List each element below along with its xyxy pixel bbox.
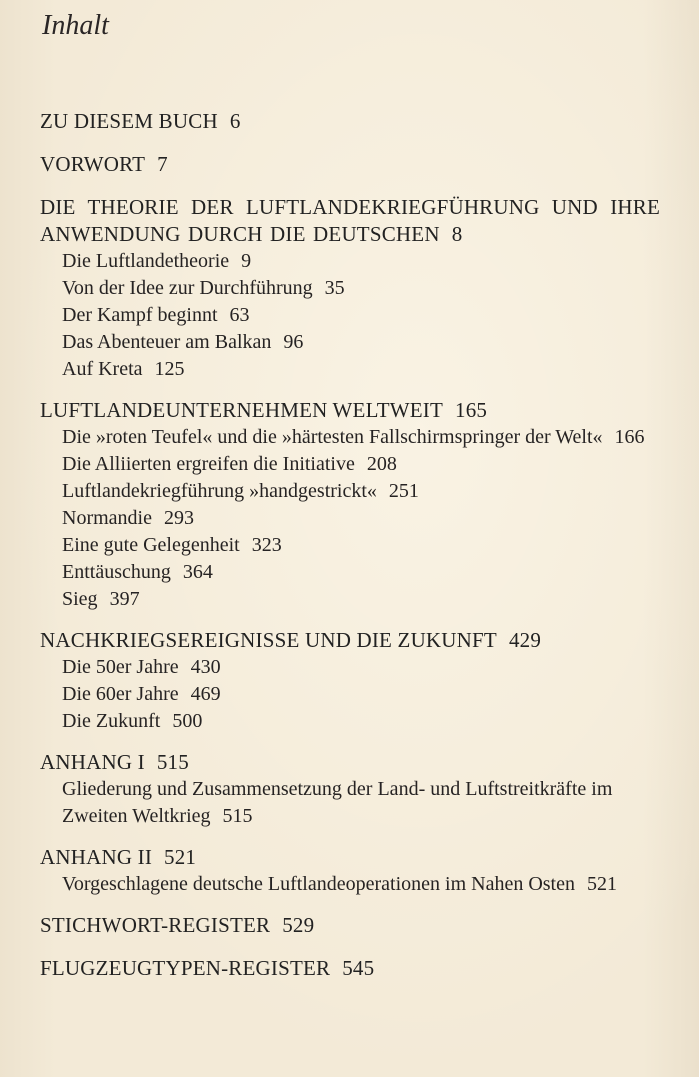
- entry-page-number: 500: [172, 710, 203, 732]
- entry-title: Die Zukunft: [62, 710, 161, 732]
- entry-page-number: 63: [229, 304, 250, 326]
- toc-section: [40, 749, 660, 830]
- toc-entry: [62, 708, 660, 735]
- toc-entry: [62, 586, 660, 613]
- section-heading: [40, 627, 660, 654]
- entry-title: Normandie: [62, 507, 152, 529]
- entry-title: Luftlandekriegführung »handgestrickt«: [62, 480, 377, 502]
- entry-page-number: 125: [154, 358, 185, 380]
- toc-entry: [62, 505, 660, 532]
- toc-entry: [62, 248, 660, 275]
- section-items: [40, 871, 660, 898]
- section-items: [40, 248, 660, 383]
- section-title: NACHKRIEGSEREIGNISSE UND DIE ZUKUNFT: [40, 628, 497, 652]
- entry-page-number: 293: [163, 507, 194, 529]
- toc-section: [40, 844, 660, 898]
- entry-page-number: 251: [388, 480, 419, 502]
- section-heading: [40, 397, 660, 424]
- section-page-number: 545: [342, 956, 375, 980]
- entry-title: Die 60er Jahre: [62, 683, 179, 705]
- toc-section: [40, 108, 660, 135]
- entry-title: Die Alliierten ergreifen die Initiative: [62, 453, 355, 475]
- section-heading: [40, 194, 660, 248]
- entry-title: Das Abenteuer am Balkan: [62, 331, 272, 353]
- section-page-number: 6: [229, 109, 241, 133]
- section-heading: [40, 912, 660, 939]
- section-heading: [40, 108, 660, 135]
- section-title: STICHWORT-REGISTER: [40, 913, 271, 937]
- toc-entry: [62, 329, 660, 356]
- toc-entry: [62, 871, 660, 898]
- toc-section: [40, 912, 660, 939]
- toc-entry: [62, 559, 660, 586]
- section-heading: [40, 749, 660, 776]
- toc-section: [40, 955, 660, 982]
- section-title: ZU DIESEM BUCH: [40, 109, 218, 133]
- section-title: LUFTLANDEUNTERNEHMEN WELTWEIT: [40, 398, 443, 422]
- toc-entry: [62, 681, 660, 708]
- entry-page-number: 397: [109, 588, 140, 610]
- section-page-number: 529: [282, 913, 315, 937]
- entry-page-number: 96: [283, 331, 304, 353]
- entry-page-number: 166: [614, 426, 645, 448]
- section-title: ANHANG II: [40, 845, 153, 869]
- entry-page-number: 469: [190, 683, 221, 705]
- toc-entry: [62, 302, 660, 329]
- section-items: [40, 776, 660, 830]
- section-heading: [40, 844, 660, 871]
- section-page-number: 165: [455, 398, 488, 422]
- entry-title: Gliederung und Zusammensetzung der Land- und Luftstreitkräfte im Zweiten Weltkrieg: [62, 778, 613, 827]
- entry-page-number: 9: [241, 250, 252, 272]
- entry-title: Auf Kreta: [62, 358, 143, 380]
- entry-page-number: 364: [182, 561, 213, 583]
- section-heading: [40, 151, 660, 178]
- section-title: ANHANG I: [40, 750, 145, 774]
- entry-title: Der Kampf beginnt: [62, 304, 218, 326]
- entry-title: Enttäuschung: [62, 561, 171, 583]
- entry-title: Von der Idee zur Durchführung: [62, 277, 313, 299]
- entry-title: Die 50er Jahre: [62, 656, 179, 678]
- entry-title: Die Luftlandetheorie: [62, 250, 230, 272]
- toc-entry: [62, 776, 622, 830]
- section-heading: [40, 955, 660, 982]
- section-items: [40, 654, 660, 735]
- entry-page-number: 515: [222, 805, 253, 827]
- entry-page-number: 208: [366, 453, 397, 475]
- toc-entry: [62, 532, 660, 559]
- entry-page-number: 430: [190, 656, 221, 678]
- entry-page-number: 521: [586, 873, 617, 895]
- toc-section: [40, 627, 660, 735]
- section-page-number: 521: [164, 845, 197, 869]
- toc-section: [40, 194, 660, 383]
- toc-entry: [62, 654, 660, 681]
- table-of-contents: [40, 108, 660, 996]
- toc-entry: [62, 275, 660, 302]
- section-page-number: 8: [451, 222, 463, 246]
- entry-page-number: 35: [324, 277, 345, 299]
- page-title: Inhalt: [42, 10, 109, 41]
- section-page-number: 429: [508, 628, 542, 652]
- entry-title: Eine gute Gelegenheit: [62, 534, 240, 556]
- section-page-number: 515: [156, 750, 189, 774]
- section-title: FLUGZEUGTYPEN-REGISTER: [40, 956, 331, 980]
- toc-section: [40, 397, 660, 613]
- section-items: [40, 424, 660, 613]
- section-title: VORWORT: [40, 152, 146, 176]
- entry-title: Vorgeschlagene deutsche Luftlandeoperationen im Nahen Osten: [62, 873, 575, 895]
- entry-page-number: 323: [251, 534, 282, 556]
- toc-entry: [62, 424, 660, 451]
- toc-entry: [62, 356, 660, 383]
- section-page-number: 7: [157, 152, 168, 176]
- section-title: DIE THEORIE DER LUFTLANDEKRIEGFÜHRUNG UND IHRE ANWENDUNG DURCH DIE DEUTSCHEN: [40, 195, 660, 246]
- toc-entry: [62, 478, 660, 505]
- entry-title: Sieg: [62, 588, 98, 610]
- toc-entry: [62, 451, 660, 478]
- entry-title: Die »roten Teufel« und die »härtesten Fallschirmspringer der Welt«: [62, 426, 603, 448]
- toc-section: [40, 151, 660, 178]
